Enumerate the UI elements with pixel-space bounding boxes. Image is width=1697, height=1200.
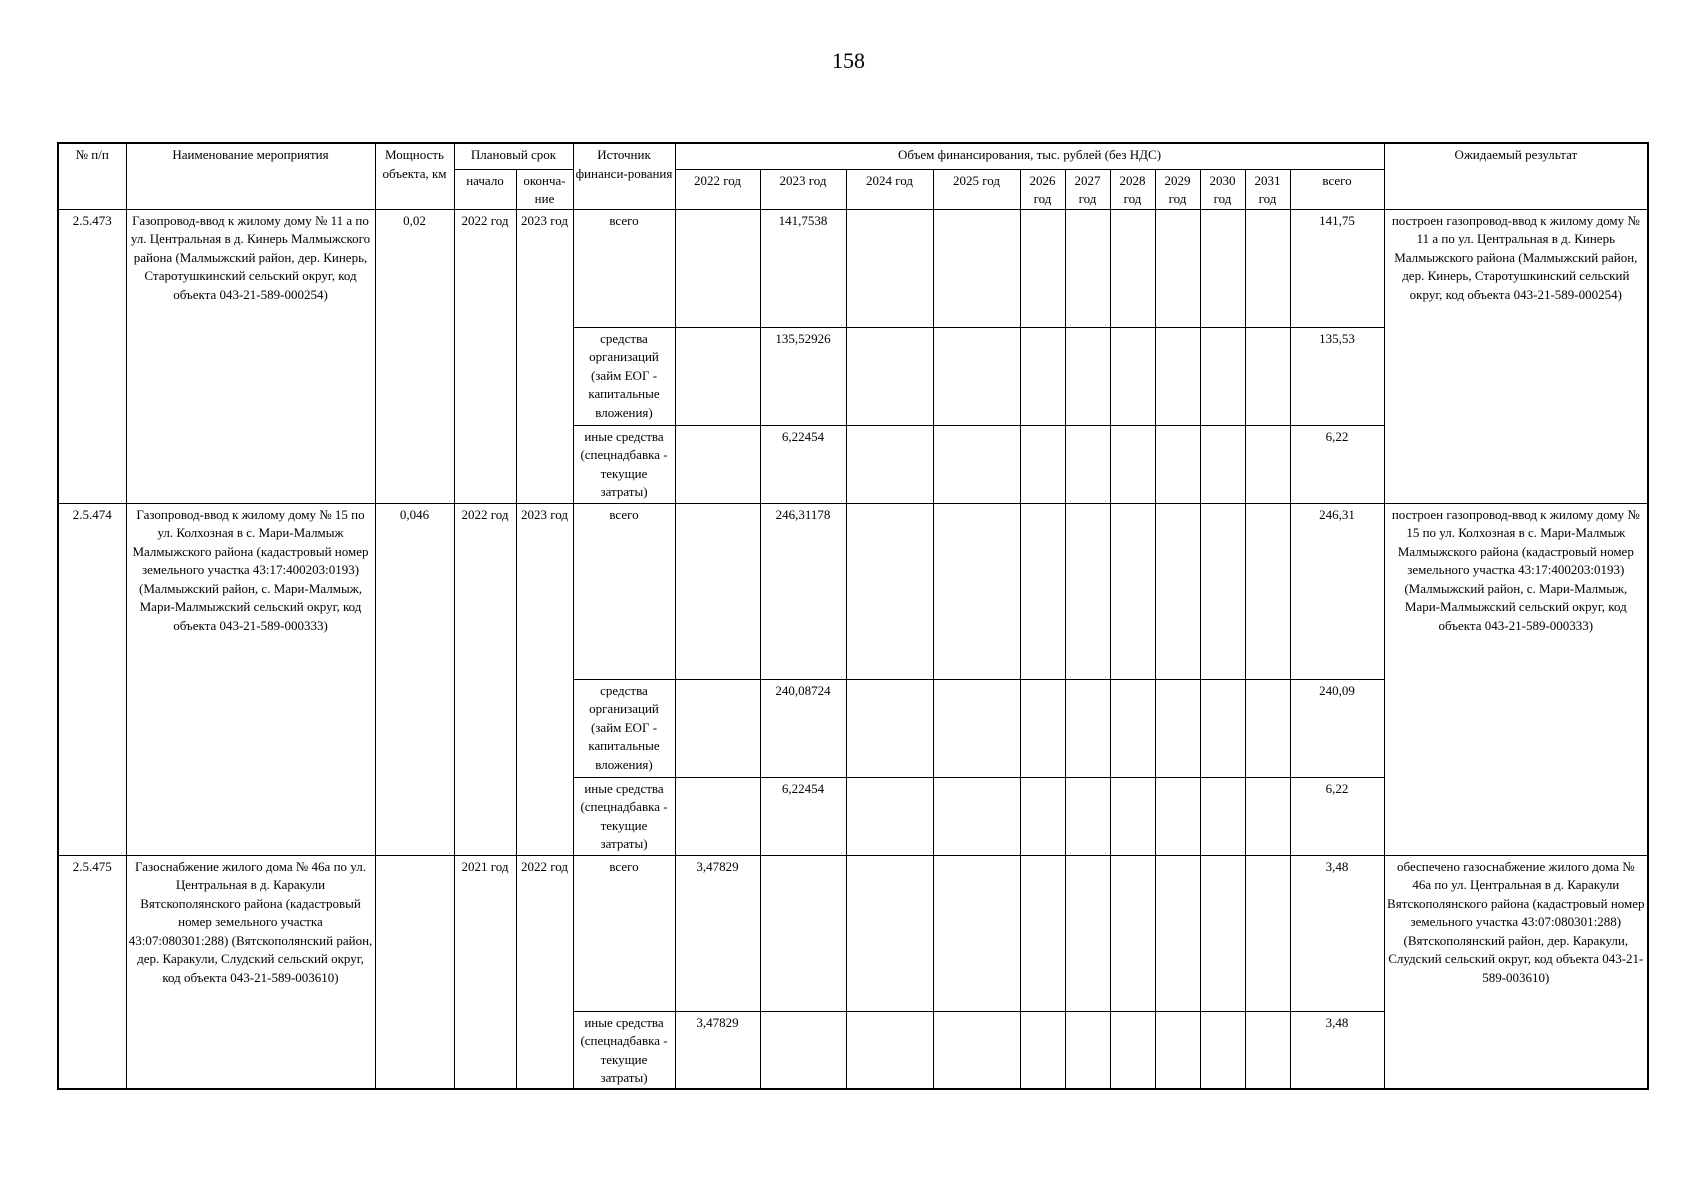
row-value: [760, 1011, 846, 1089]
table-row: [58, 855, 1648, 1011]
row-value: [1155, 777, 1200, 855]
row-value: [675, 503, 760, 679]
row-value: [933, 1011, 1020, 1089]
row-source-name: всего: [573, 855, 675, 1011]
header-start: начало: [454, 169, 516, 209]
table-body: [58, 209, 1648, 1089]
row-total: 240,09: [1290, 679, 1384, 777]
row-value: [1110, 503, 1155, 679]
row-value: 141,7538: [760, 209, 846, 327]
header-year: 2031 год: [1245, 169, 1290, 209]
page-number: 158: [832, 48, 865, 73]
row-value: [1110, 209, 1155, 327]
row-result: построен газопровод-ввод к жилому дому № 15 по ул. Колхозная в с. Мари-Малмыж Малмыжского района (кадастровый номер земельного участка 43:17:400203:0193) (Малмыжский район, с. Мари-Малмыж, Мари-Малмыжский сельский округ, код объекта 043-21-589-000333): [1384, 503, 1648, 855]
row-value: [1065, 209, 1110, 327]
row-value: 6,22454: [760, 425, 846, 503]
row-total: 3,48: [1290, 1011, 1384, 1089]
header-financing: Объем финансирования, тыс. рублей (без НДС): [675, 143, 1384, 169]
row-value: 6,22454: [760, 777, 846, 855]
row-value: [675, 777, 760, 855]
row-value: [1200, 679, 1245, 777]
row-total: 135,53: [1290, 327, 1384, 425]
header-name: Наименование мероприятия: [126, 143, 375, 209]
header-capacity: Мощность объекта, км: [375, 143, 454, 209]
row-name: Газоснабжение жилого дома № 46а по ул. Центральная в д. Каракули Вятскополянского района (кадастровый номер земельного участка 43:07:080301:288) (Вятскополянский район, дер. Каракули, Слудский сельский округ, код объекта 043-21-589-003610): [126, 855, 375, 1089]
row-source-name: всего: [573, 209, 675, 327]
row-value: [846, 1011, 933, 1089]
row-capacity: [375, 855, 454, 1089]
row-value: [675, 425, 760, 503]
header-num: № п/п: [58, 143, 126, 209]
row-value: [1155, 327, 1200, 425]
row-total: 3,48: [1290, 855, 1384, 1011]
row-name: Газопровод-ввод к жилому дому № 15 по ул. Колхозная в с. Мари-Малмыж Малмыжского района (кадастровый номер земельного участка 43:17:400203:0193) (Малмыжский район, с. Мари-Малмыж, Мари-Малмыжский сельский округ, код объекта 043-21-589-000333): [126, 503, 375, 855]
row-value: [1245, 777, 1290, 855]
row-value: [933, 503, 1020, 679]
row-value: [1065, 855, 1110, 1011]
row-value: [1110, 679, 1155, 777]
row-value: [933, 855, 1020, 1011]
header-year: 2027 год: [1065, 169, 1110, 209]
row-value: [1110, 425, 1155, 503]
row-end: 2023 год: [516, 209, 573, 503]
row-value: 135,52926: [760, 327, 846, 425]
row-value: [1155, 679, 1200, 777]
row-value: [1020, 777, 1065, 855]
row-start: 2022 год: [454, 503, 516, 855]
row-source-name: всего: [573, 503, 675, 679]
row-result: обеспечено газоснабжение жилого дома № 46а по ул. Центральная в д. Каракули Вятскополянского района (кадастровый номер земельного участка 43:07:080301:288) (Вятскополянский район, дер. Каракули, Слудский сельский округ, код объекта 043-21-589-003610): [1384, 855, 1648, 1089]
row-value: [933, 425, 1020, 503]
header-end: оконча-ние: [516, 169, 573, 209]
financing-table: [57, 142, 1649, 1090]
row-value: [1065, 679, 1110, 777]
row-end: 2022 год: [516, 855, 573, 1089]
header-result: Ожидаемый результат: [1384, 143, 1648, 209]
row-value: 3,47829: [675, 855, 760, 1011]
row-value: [1065, 425, 1110, 503]
row-value: [1155, 503, 1200, 679]
row-value: [1200, 503, 1245, 679]
row-total: 246,31: [1290, 503, 1384, 679]
row-value: [1020, 855, 1065, 1011]
row-capacity: 0,046: [375, 503, 454, 855]
row-value: [1020, 209, 1065, 327]
row-value: [846, 777, 933, 855]
row-num: 2.5.473: [58, 209, 126, 503]
row-value: [1020, 1011, 1065, 1089]
row-total: 6,22: [1290, 777, 1384, 855]
header-year: 2030 год: [1200, 169, 1245, 209]
row-value: [846, 425, 933, 503]
table-row: [58, 503, 1648, 679]
row-value: 246,31178: [760, 503, 846, 679]
row-value: [1200, 1011, 1245, 1089]
row-value: [846, 327, 933, 425]
row-value: [1110, 327, 1155, 425]
row-value: 240,08724: [760, 679, 846, 777]
row-value: [1110, 855, 1155, 1011]
row-value: [1200, 425, 1245, 503]
header-plan-term: Плановый срок: [454, 143, 573, 169]
row-value: [933, 209, 1020, 327]
row-num: 2.5.474: [58, 503, 126, 855]
header-year: 2023 год: [760, 169, 846, 209]
row-total: 141,75: [1290, 209, 1384, 327]
row-source-name: средства организаций (займ ЕОГ - капитальные вложения): [573, 327, 675, 425]
row-value: [1200, 777, 1245, 855]
row-value: [1245, 855, 1290, 1011]
header-source: Источник финанси-рования: [573, 143, 675, 209]
row-value: [675, 209, 760, 327]
row-value: [1245, 679, 1290, 777]
row-value: [1110, 777, 1155, 855]
row-value: [1065, 503, 1110, 679]
row-total: 6,22: [1290, 425, 1384, 503]
row-start: 2022 год: [454, 209, 516, 503]
row-value: [1020, 327, 1065, 425]
header-year: 2022 год: [675, 169, 760, 209]
row-value: [933, 777, 1020, 855]
header-total: всего: [1290, 169, 1384, 209]
row-value: [1155, 855, 1200, 1011]
row-value: [760, 855, 846, 1011]
row-start: 2021 год: [454, 855, 516, 1089]
row-value: [1020, 425, 1065, 503]
row-value: [1020, 503, 1065, 679]
row-value: [1245, 1011, 1290, 1089]
row-source-name: иные средства (спецнадбавка - текущие затраты): [573, 777, 675, 855]
header-year: 2029 год: [1155, 169, 1200, 209]
row-value: [1200, 855, 1245, 1011]
row-value: [1110, 1011, 1155, 1089]
row-value: [1245, 327, 1290, 425]
row-value: [1245, 425, 1290, 503]
table-row: [58, 209, 1648, 327]
row-value: [1200, 209, 1245, 327]
row-value: [1020, 679, 1065, 777]
row-value: [1155, 209, 1200, 327]
header-year: 2024 год: [846, 169, 933, 209]
row-value: [846, 209, 933, 327]
row-value: [846, 503, 933, 679]
row-end: 2023 год: [516, 503, 573, 855]
row-value: [933, 679, 1020, 777]
row-value: [1245, 503, 1290, 679]
row-value: 3,47829: [675, 1011, 760, 1089]
row-value: [1065, 777, 1110, 855]
row-value: [1065, 327, 1110, 425]
header-year: 2028 год: [1110, 169, 1155, 209]
row-value: [1245, 209, 1290, 327]
row-value: [1155, 1011, 1200, 1089]
row-capacity: 0,02: [375, 209, 454, 503]
row-value: [1155, 425, 1200, 503]
row-value: [675, 327, 760, 425]
row-name: Газопровод-ввод к жилому дому № 11 а по ул. Центральная в д. Кинерь Малмыжского района (Малмыжский район, дер. Кинерь, Старотушкинский сельский округ, код объекта 043-21-589-000254): [126, 209, 375, 503]
row-value: [675, 679, 760, 777]
header-year: 2026 год: [1020, 169, 1065, 209]
row-value: [1065, 1011, 1110, 1089]
row-value: [846, 679, 933, 777]
table-header: [58, 143, 1648, 209]
row-value: [933, 327, 1020, 425]
row-value: [846, 855, 933, 1011]
row-value: [1200, 327, 1245, 425]
row-source-name: иные средства (спецнадбавка - текущие затраты): [573, 1011, 675, 1089]
row-source-name: иные средства (спецнадбавка - текущие затраты): [573, 425, 675, 503]
row-result: построен газопровод-ввод к жилому дому № 11 а по ул. Центральная в д. Кинерь Малмыжского района (Малмыжский район, дер. Кинерь, Старотушкинский сельский округ, код объекта 043-21-589-000254): [1384, 209, 1648, 503]
row-num: 2.5.475: [58, 855, 126, 1089]
row-source-name: средства организаций (займ ЕОГ - капитальные вложения): [573, 679, 675, 777]
header-year: 2025 год: [933, 169, 1020, 209]
